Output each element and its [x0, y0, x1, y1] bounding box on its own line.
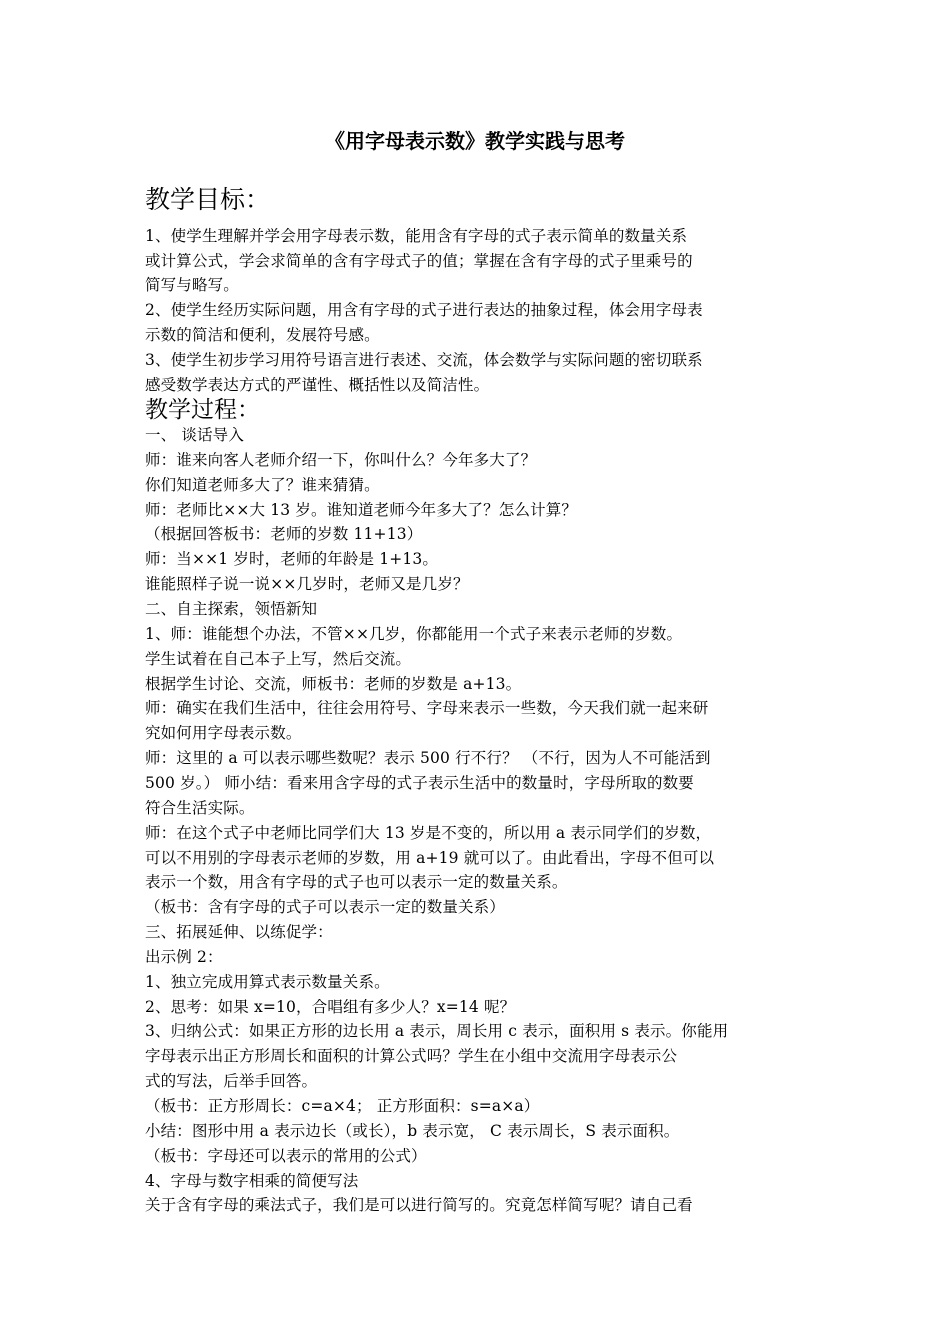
process-line: （板书：字母还可以表示的常用的公式）: [145, 1146, 427, 1165]
process-line: 究如何用字母表示数。: [145, 724, 302, 743]
process-line: （板书：正方形周长：c=a×4； 正方形面积：s=a×a）: [145, 1097, 540, 1115]
process-line: 根据学生讨论、交流，师板书：老师的岁数是 a+13。: [145, 674, 522, 693]
process-line: 师：老师比××大 13 岁。谁知道老师今年多大了？怎么计算？: [145, 500, 578, 519]
goal-line: 2、使学生经历实际问题，用含有字母的式子进行表达的抽象过程，体会用字母表: [145, 301, 703, 319]
process-line: 3、归纳公式：如果正方形的边长用 a 表示，周长用 c 表示，面积用 s 表示。你能用: [145, 1022, 729, 1041]
process-line: （根据回答板书：老师的岁数 11+13）: [145, 525, 423, 544]
goal-line: 感受数学表达方式的严谨性、概括性以及简洁性。: [145, 376, 490, 394]
process-line: 师：谁来向客人老师介绍一下，你叫什么？今年多大了？: [145, 450, 537, 469]
goal-line: 3、使学生初步学习用符号语言进行表述、交流，体会数学与实际问题的密切联系: [145, 351, 703, 369]
goal-line: 简写与略写。: [145, 276, 239, 294]
goal-line: 示数的简洁和便利，发展符号感。: [145, 326, 380, 344]
process-line: 500 岁。） 师小结：看来用含字母的式子表示生活中的数量时，字母所取的数要: [145, 773, 694, 792]
process-line: 二、自主探索，领悟新知: [145, 600, 318, 618]
goal-line: 或计算公式，学会求简单的含有字母式子的值；掌握在含有字母的式子里乘号的: [145, 252, 693, 270]
process-line: 谁能照样子说一说××几岁时，老师又是几岁？: [145, 575, 469, 594]
process-line: 4、字母与数字相乘的简便写法: [145, 1171, 359, 1190]
process-line: 师：确实在我们生活中，往往会用符号、字母来表示一些数，今天我们就一起来研: [145, 699, 709, 718]
process-line: 可以不用别的字母表示老师的岁数，用 a+19 就可以了。由此看出，字母不但可以: [145, 848, 715, 867]
process-line: 你们知道老师多大了？谁来猜猜。: [145, 475, 380, 494]
process-line: （板书：含有字母的式子可以表示一定的数量关系）: [145, 898, 505, 917]
process-line: 表示一个数，用含有字母的式子也可以表示一定的数量关系。: [145, 873, 568, 892]
process-line: 1、师：谁能想个办法，不管××几岁，你都能用一个式子来表示老师的岁数。: [145, 624, 683, 643]
process-line: 师：这里的 a 可以表示哪些数呢？表示 500 行不行？ （不行，因为人不可能活到: [145, 749, 711, 767]
process-line: 学生试着在自己本子上写，然后交流。: [145, 649, 412, 668]
goal-line: 1、使学生理解并学会用字母表示数，能用含有字母的式子表示简单的数量关系: [145, 227, 688, 245]
process-line: 出示例 2：: [145, 947, 223, 966]
process-line: 2、思考：如果 x=10，合唱组有多少人？x=14 呢？: [145, 997, 516, 1016]
process-line: 三、拓展延伸、以练促学：: [145, 923, 333, 941]
process-line: 师：当××1 岁时，老师的年龄是 1+13。: [145, 550, 439, 569]
process-line: 1、独立完成用算式表示数量关系。: [145, 972, 390, 991]
process-line: 字母表示出正方形周长和面积的计算公式吗？学生在小组中交流用字母表示公: [145, 1047, 678, 1066]
process-line: 式的写法，后举手回答。: [145, 1072, 318, 1091]
document-title: 《用字母表示数》教学实践与思考: [325, 129, 625, 153]
process-line: 关于含有字母的乘法式子，我们是可以进行简写的。究竟怎样简写呢？请自己看: [145, 1196, 693, 1215]
process-line: 师：在这个式子中老师比同学们大 13 岁是不变的，所以用 a 表示同学们的岁数，: [145, 823, 712, 842]
teaching-goals-heading: 教学目标：: [145, 185, 271, 214]
teaching-process-heading: 教学过程：: [145, 397, 260, 423]
process-line: 小结：图形中用 a 表示边长（或长），b 表示宽， C 表示周长，S 表示面积。: [145, 1121, 680, 1140]
process-line: 一、 谈话导入: [145, 426, 244, 444]
process-line: 符合生活实际。: [145, 798, 255, 817]
